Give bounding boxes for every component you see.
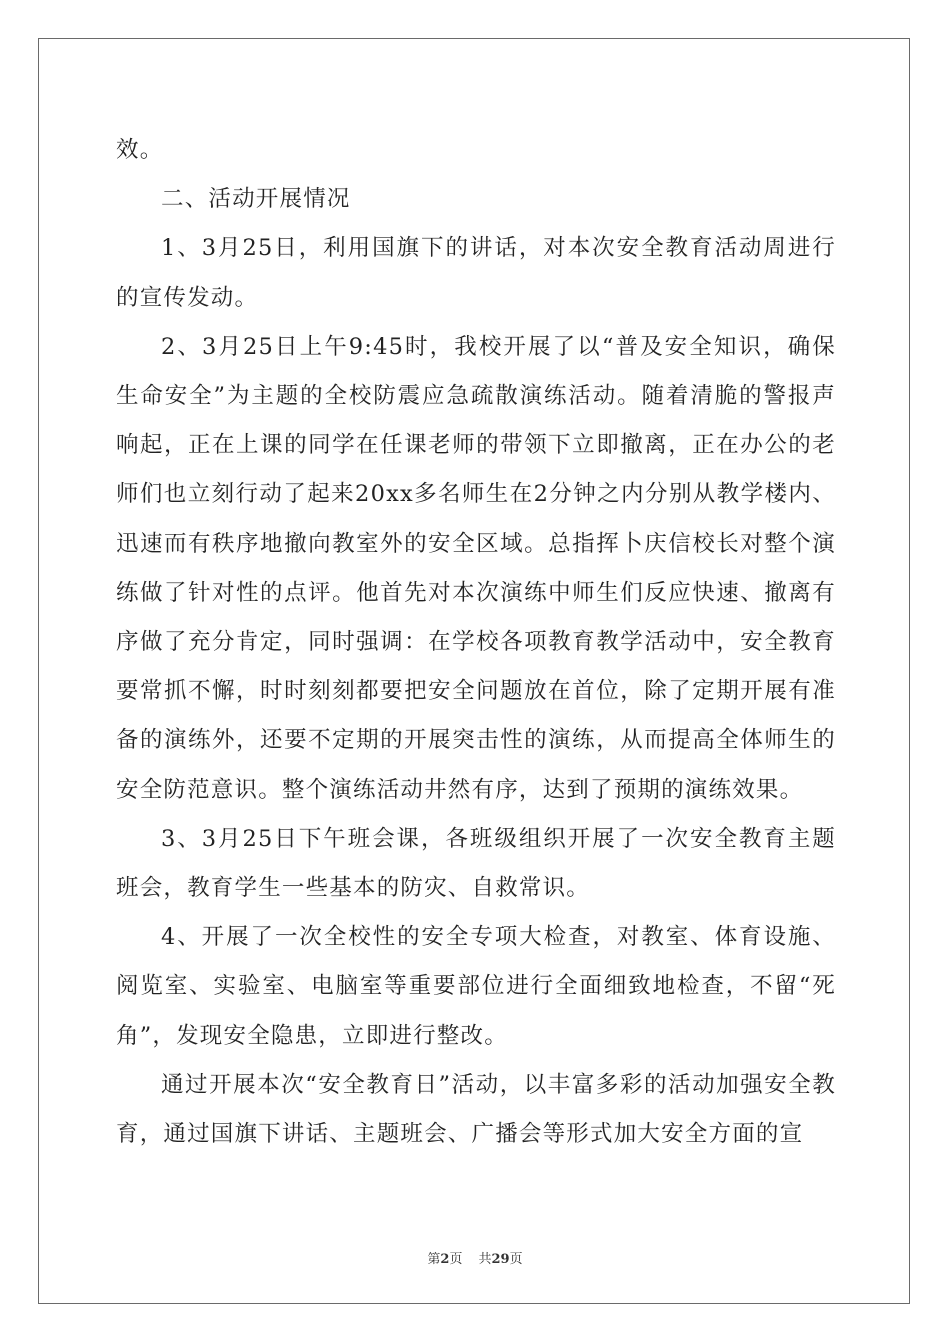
paragraph-summary: 通过开展本次“安全教育日”活动，以丰富多彩的活动加强安全教育，通过国旗下讲话、主题班会、广播会等形式加大安全方面的宣	[116, 1071, 836, 1148]
section-heading: 二、活动开展情况	[161, 186, 351, 213]
paragraph-item-2: 2、3月25日上午9:45时，我校开展了以“普及安全知识，确保生命安全”为主题的全校防震应急疏散演练活动。随着清脆的警报声响起，正在上课的同学在任课老师的带领下立即撤离，正在办公的老师们也立刻行动了起来20xx多名师生在2分钟之内分别从教学楼内、迅速而有秩序地撤向教室外的安全区域。总指挥卜庆信校长对整个演练做了针对性的点评。他首先对本次演练中师生们反应快速、撤离有序做了充分肯定，同时强调：在学校各项教育教学活动中，安全教育要常抓不懈，时时刻刻都要把安全问题放在首位，除了定期开展有准备的演练外，还要不定期的开展突击性的演练，从而提高全体师生的安全防范意识。整个演练活动井然有序，达到了预期的演练效果。	[116, 333, 836, 803]
page-number: 2	[440, 1252, 450, 1267]
page-footer	[0, 1248, 950, 1267]
paragraph-continuation: 效。	[116, 137, 164, 163]
total-pages: 29	[491, 1252, 510, 1267]
total-prefix: 共	[478, 1252, 492, 1267]
paragraph-item-3: 3、3月25日下午班会课，各班级组织开展了一次安全教育主题班会，教育学生一些基本的防灾、自救常识。	[116, 825, 836, 902]
page-suffix: 页	[449, 1252, 463, 1267]
total-suffix: 页	[509, 1252, 523, 1267]
paragraph-item-1: 1、3月25日，利用国旗下的讲话，对本次安全教育活动周进行的宣传发动。	[116, 235, 836, 311]
document-body	[116, 126, 836, 1159]
page-prefix: 第	[427, 1252, 441, 1267]
paragraph-item-4: 4、开展了一次全校性的安全专项大检查，对教室、体育设施、阅览室、实验室、电脑室等重要部位进行全面细致地检查，不留“死角”，发现安全隐患，立即进行整改。	[116, 924, 836, 1049]
